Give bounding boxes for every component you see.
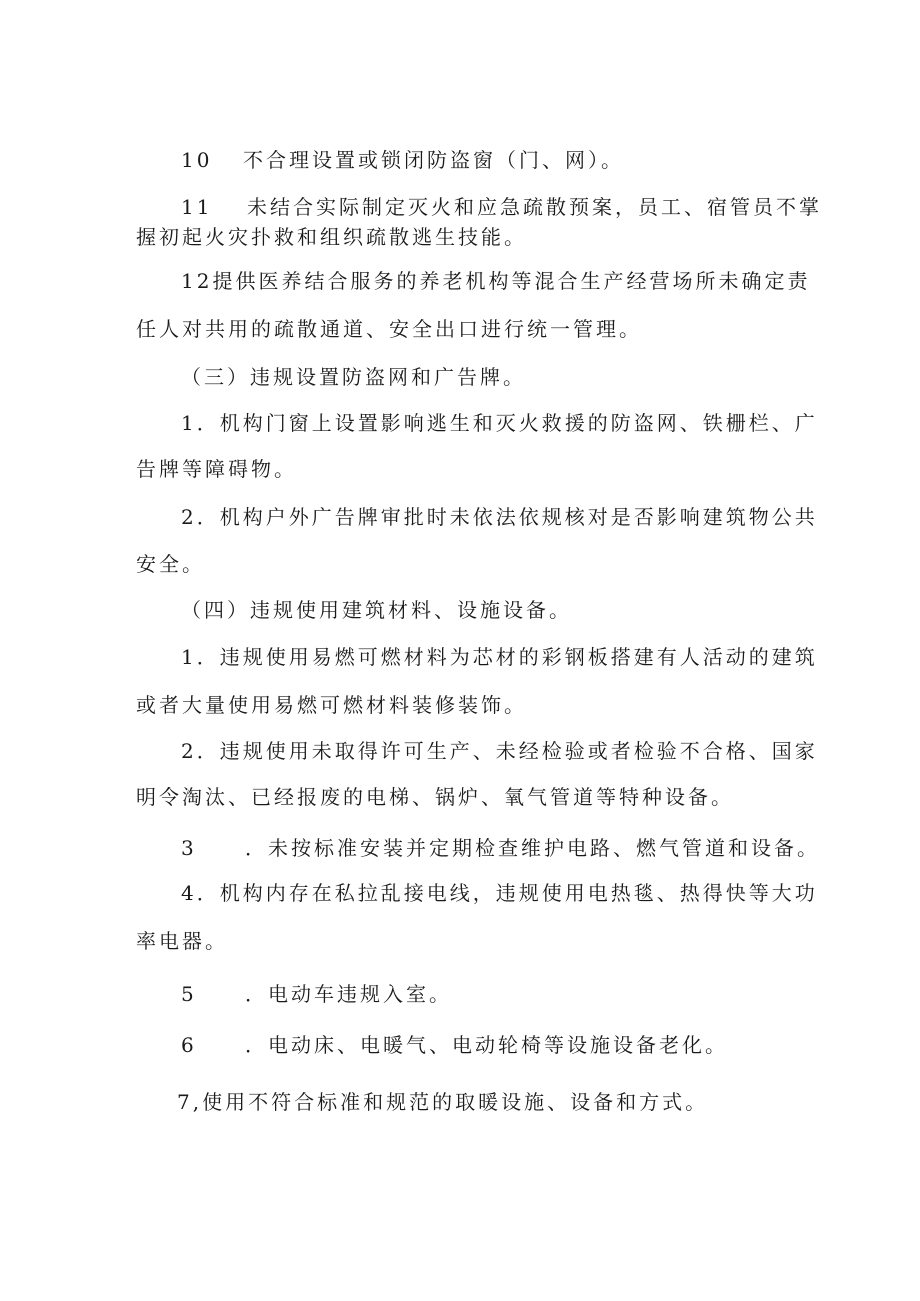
item-4-1 (181, 636, 831, 678)
item-text: 安全。 (136, 552, 205, 576)
item-number: 11 (181, 195, 213, 219)
item-10 (181, 139, 831, 181)
section-heading-text: （三）违规设置防盗网和广告牌。 (181, 365, 526, 389)
item-12 (181, 260, 831, 302)
item-12-continued (136, 308, 786, 350)
item-text: 7,使用不符合标准和规范的取暖设施、设备和方式。 (177, 1090, 709, 1114)
item-4-3 (181, 827, 831, 869)
item-4-4-continued (136, 920, 786, 962)
item-3-1-continued (136, 448, 786, 490)
item-text: 不合理设置或锁闭防盗窗（门、网）。 (243, 148, 624, 172)
item-text: 1．违规使用易燃可燃材料为芯材的彩钢板搭建有人活动的建筑 (181, 645, 818, 669)
item-text: 或者大量使用易燃可燃材料装修装饰。 (136, 693, 527, 717)
item-text: ．未按标准安装并定期检查维护电路、燃气管道和设备。 (245, 836, 820, 860)
item-number: 6 (181, 1033, 197, 1057)
item-text: 率电器。 (136, 929, 228, 953)
item-text: ．电动车违规入室。 (245, 982, 452, 1006)
item-text: 握初起火灾扑救和组织疏散逃生技能。 (136, 225, 527, 249)
item-number: 3 (181, 836, 197, 860)
item-text: 2．违规使用未取得许可生产、未经检验或者检验不合格、国家 (181, 739, 818, 763)
section-heading-4 (181, 589, 831, 631)
item-4-4 (181, 872, 831, 914)
item-number: 10 (181, 148, 213, 172)
item-3-2-continued (136, 543, 786, 585)
item-3-1 (181, 402, 831, 444)
item-4-7 (177, 1081, 827, 1123)
item-4-6 (181, 1024, 831, 1066)
section-heading-3 (181, 356, 831, 398)
section-heading-text: （四）违规使用建筑材料、设施设备。 (181, 598, 572, 622)
item-3-2 (181, 496, 831, 538)
item-text: 1．机构门窗上设置影响逃生和灭火救援的防盗网、铁栅栏、广 (181, 411, 818, 435)
item-4-2 (181, 730, 831, 772)
item-text: 12提供医养结合服务的养老机构等混合生产经营场所未确定责 (181, 269, 811, 293)
item-text: 任人对共用的疏散通道、安全出口进行统一管理。 (136, 317, 642, 341)
item-4-1-continued (136, 684, 786, 726)
item-text: 4．机构内存在私拉乱接电线，违规使用电热毯、热得快等大功 (181, 881, 818, 905)
item-text: 明令淘汰、已经报废的电梯、锅炉、氧气管道等特种设备。 (136, 785, 734, 809)
item-text: 2．机构户外广告牌审批时未依法依规核对是否影响建筑物公共 (181, 505, 818, 529)
item-11-continued (136, 216, 786, 258)
item-text: 未结合实际制定灭火和应急疏散预案，员工、宿管员不掌 (247, 195, 822, 219)
item-number: 5 (181, 982, 197, 1006)
item-text: ．电动床、电暖气、电动轮椅等设施设备老化。 (245, 1033, 728, 1057)
item-4-5 (181, 973, 831, 1015)
item-4-2-continued (136, 776, 786, 818)
item-text: 告牌等障碍物。 (136, 457, 297, 481)
